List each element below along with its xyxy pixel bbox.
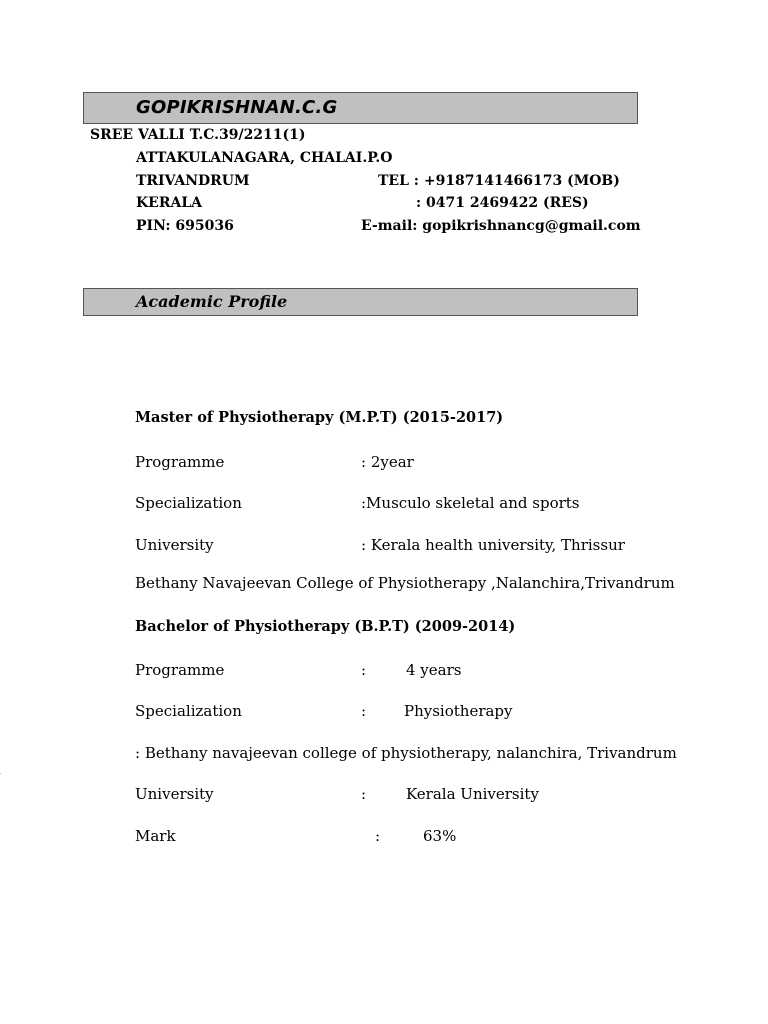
bpt-mark-label: Mark bbox=[135, 827, 176, 845]
bpt-university-value: Kerala University bbox=[406, 785, 539, 803]
bpt-mark-value: 63% bbox=[423, 827, 457, 845]
bpt-university-label: University bbox=[135, 785, 214, 803]
bpt-programme-value: 4 years bbox=[406, 661, 462, 679]
address-pin: PIN: 695036 bbox=[136, 218, 234, 234]
phone-mobile: TEL : +9187141466173 (MOB) bbox=[378, 173, 620, 189]
address-city: TRIVANDRUM bbox=[136, 173, 250, 189]
mpt-programme-value: : 2year bbox=[361, 453, 414, 471]
candidate-name: GOPIKRISHNAN.C.G bbox=[136, 97, 338, 118]
bpt-specialization-label: Specialization bbox=[135, 702, 242, 720]
mpt-university-value: : Kerala health university, Thrissur bbox=[361, 536, 625, 554]
stray-mark bbox=[0, 763, 1, 777]
section-title-academic-profile: Academic Profile bbox=[136, 292, 288, 311]
address-state: KERALA bbox=[136, 195, 203, 211]
bpt-programme-colon: : bbox=[361, 661, 367, 679]
phone-residence: : 0471 2469422 (RES) bbox=[416, 195, 589, 211]
mpt-heading: Master of Physiotherapy (M.P.T) (2015-2017) bbox=[135, 409, 504, 426]
bpt-heading: Bachelor of Physiotherapy (B.P.T) (2009-2014) bbox=[135, 618, 516, 635]
mpt-programme-label: Programme bbox=[135, 453, 225, 471]
email-address: E-mail: gopikrishnancg@gmail.com bbox=[361, 218, 641, 234]
mpt-specialization-label: Specialization bbox=[135, 494, 242, 512]
address-line-2: ATTAKULANAGARA, CHALAI.P.O bbox=[136, 150, 393, 166]
mpt-college: Bethany Navajeevan College of Physiotherapy ,Nalanchira,Trivandrum bbox=[135, 574, 675, 592]
bpt-specialization-colon: : bbox=[361, 702, 367, 720]
bpt-university-colon: : bbox=[361, 785, 367, 803]
bpt-mark-colon: : bbox=[375, 827, 381, 845]
bpt-specialization-value: Physiotherapy bbox=[404, 702, 513, 720]
mpt-specialization-value: :Musculo skeletal and sports bbox=[361, 494, 580, 512]
bpt-programme-label: Programme bbox=[135, 661, 225, 679]
bpt-college: : Bethany navajeevan college of physiotherapy, nalanchira, Trivandrum bbox=[135, 744, 677, 762]
mpt-university-label: University bbox=[135, 536, 214, 554]
address-line-1: SREE VALLI T.C.39/2211(1) bbox=[90, 127, 306, 143]
